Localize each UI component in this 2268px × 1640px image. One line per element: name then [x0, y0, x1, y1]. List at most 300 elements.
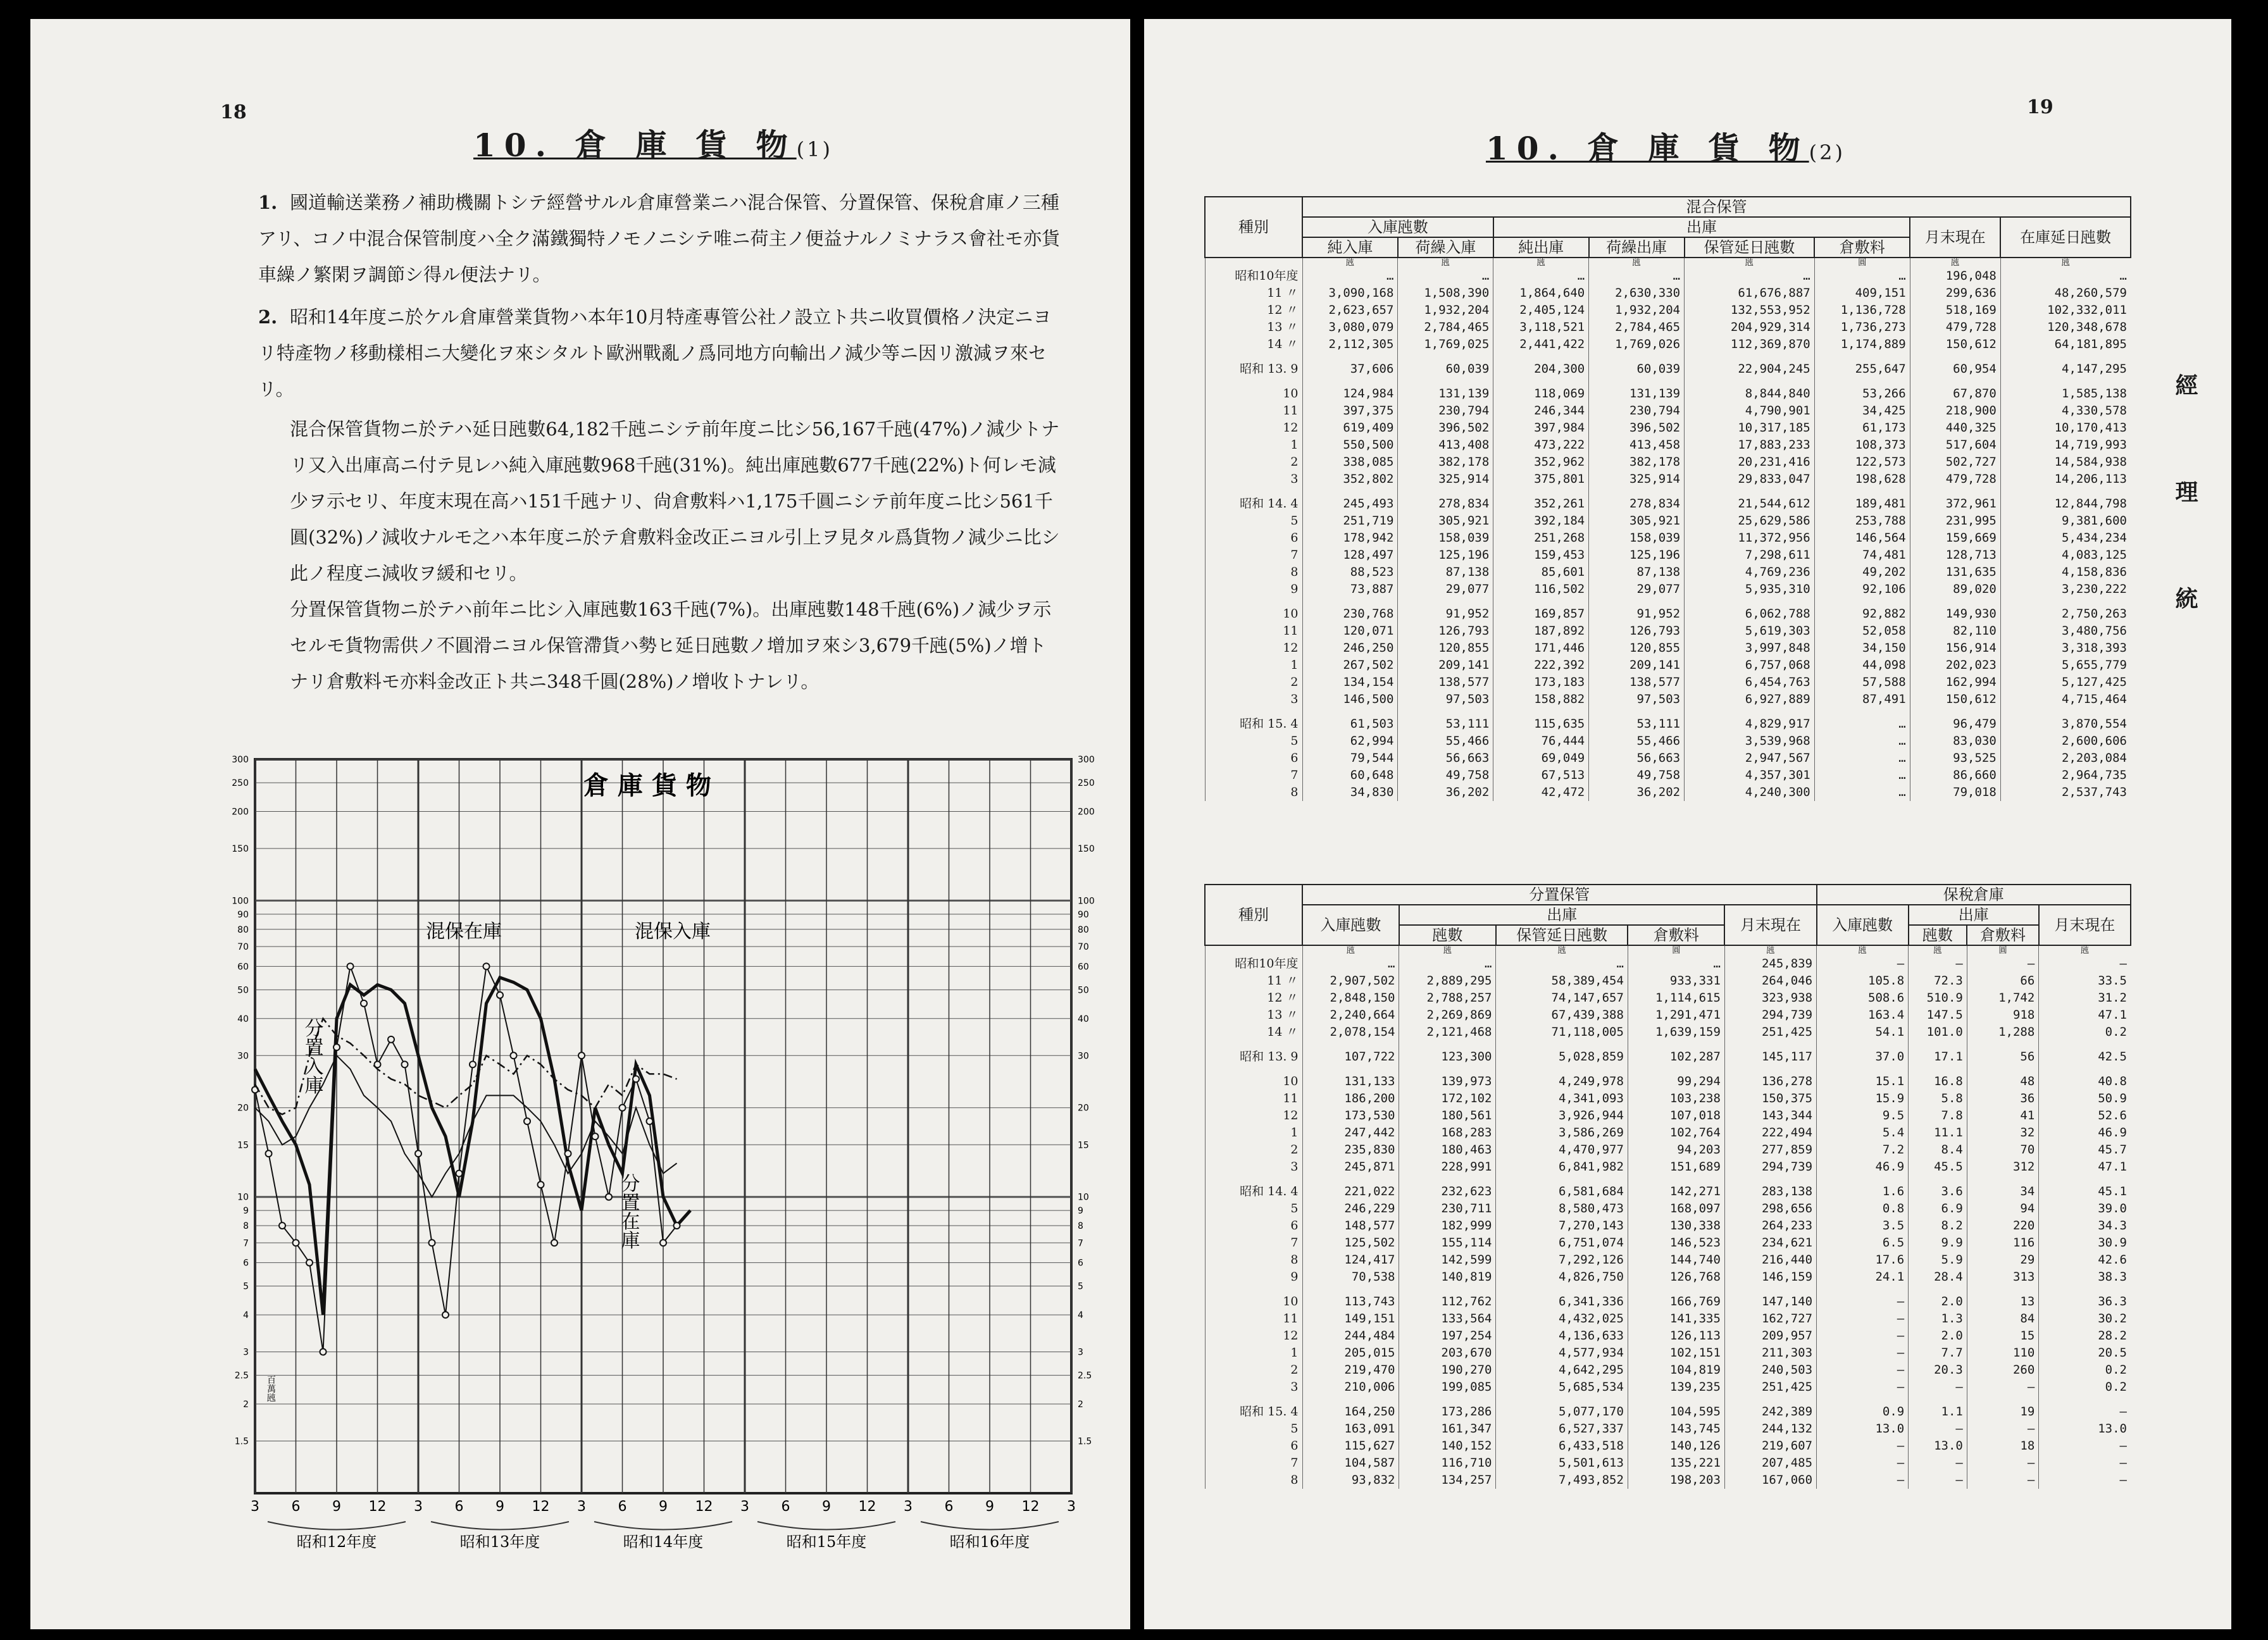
table-cell: — — [1909, 955, 1967, 972]
row-label: 12 〃 — [1205, 302, 1302, 319]
table-cell: 7,270,143 — [1496, 1217, 1628, 1234]
table-cell: 150,612 — [1910, 336, 2000, 353]
y-tick-label-left: 5 — [243, 1281, 249, 1292]
table-cell — [1685, 708, 1815, 716]
table-cell: 118,069 — [1493, 385, 1589, 402]
table-cell — [1493, 378, 1589, 385]
table-row — [1205, 1183, 2131, 1200]
table-cell: 126,793 — [1398, 623, 1493, 640]
table-row — [1205, 512, 2131, 530]
table-row — [1205, 336, 2131, 353]
table-cell: 382,178 — [1589, 454, 1685, 471]
header-net-in: 純入庫 — [1302, 237, 1398, 258]
table-cell: 1,291,471 — [1628, 1007, 1724, 1024]
row-label: 5 — [1205, 733, 1302, 750]
row-label: 13 〃 — [1205, 1007, 1302, 1024]
row-label: 12 〃 — [1205, 990, 1302, 1007]
row-label: 7 — [1205, 547, 1302, 564]
row-label: 5 — [1205, 1200, 1302, 1217]
table-row — [1205, 1438, 2131, 1455]
table-row — [1205, 1420, 2131, 1438]
table-cell: 218,900 — [1910, 402, 2000, 419]
table-cell — [1628, 1065, 1724, 1073]
table-cell: 1,864,640 — [1493, 285, 1589, 302]
table-row — [1205, 1141, 2131, 1159]
x-tick-label: 12 — [858, 1499, 876, 1515]
y-tick-label-left: 4 — [243, 1310, 249, 1321]
table-cell: 60,954 — [1910, 361, 2000, 378]
table-cell — [1685, 378, 1815, 385]
table-cell: 508.6 — [1817, 990, 1909, 1007]
table-cell: 2,240,664 — [1302, 1007, 1399, 1024]
table-cell: 36.3 — [2039, 1293, 2131, 1310]
table-cell: 1,742 — [1967, 990, 2038, 1007]
table-cell: 278,834 — [1589, 495, 1685, 512]
table-cell — [1967, 1041, 2038, 1048]
header-fee: 倉敷料 — [1628, 925, 1724, 945]
table-cell: 162,994 — [1910, 674, 2000, 691]
table-cell: 69,049 — [1493, 750, 1589, 767]
table-row — [1205, 955, 2131, 972]
series-point — [456, 1171, 463, 1177]
table-cell: 22,904,245 — [1685, 361, 1815, 378]
table-cell: … — [1814, 767, 1910, 784]
table-cell: 219,607 — [1724, 1438, 1816, 1455]
table-cell: 49,758 — [1589, 767, 1685, 784]
row-label: 昭和 15. 4 — [1205, 716, 1302, 733]
row-label: 1 — [1205, 657, 1302, 674]
table-row — [1205, 1252, 2131, 1269]
table-cell — [1493, 598, 1589, 606]
unit-cell: 瓲 — [1302, 945, 1399, 955]
series-point — [633, 1076, 639, 1082]
table-cell: 230,794 — [1589, 402, 1685, 419]
table-cell: 131,133 — [1302, 1073, 1399, 1090]
table-row — [1205, 437, 2131, 454]
table-cell: 7.7 — [1909, 1345, 1967, 1362]
table-row — [1205, 547, 2131, 564]
table-cell: 36,202 — [1398, 784, 1493, 801]
table-row — [1205, 716, 2131, 733]
table-cell: 14,206,113 — [2000, 471, 2131, 488]
table-cell: 1,136,728 — [1814, 302, 1910, 319]
table-cell: 144,740 — [1628, 1252, 1724, 1269]
series-point — [606, 1194, 612, 1200]
table-cell: 235,830 — [1302, 1141, 1399, 1159]
table-cell: 110 — [1967, 1345, 2038, 1362]
table-cell: 173,530 — [1302, 1107, 1399, 1124]
row-label: 11 — [1205, 1090, 1302, 1107]
series-point — [415, 1150, 421, 1157]
row-label: 5 — [1205, 1420, 1302, 1438]
spacer-row — [1205, 1396, 2131, 1403]
table-cell: 149,930 — [1910, 606, 2000, 623]
y-tick-label-right: 40 — [1078, 1014, 1089, 1024]
table-cell: 9,381,600 — [2000, 512, 2131, 530]
table-cell: 204,300 — [1493, 361, 1589, 378]
table-cell: 66 — [1967, 972, 2038, 990]
table-cell: 140,126 — [1628, 1438, 1724, 1455]
row-label: 11 〃 — [1205, 972, 1302, 990]
row-label: 12 — [1205, 419, 1302, 437]
table-cell: 87,138 — [1398, 564, 1493, 581]
table-cell: 198,628 — [1814, 471, 1910, 488]
table-cell: 2,889,295 — [1399, 972, 1496, 990]
table-cell: … — [1399, 955, 1496, 972]
table-cell — [1814, 353, 1910, 361]
table-cell — [1724, 1041, 1816, 1048]
table-cell — [1398, 378, 1493, 385]
table-cell: 146,564 — [1814, 530, 1910, 547]
row-label: 1 — [1205, 1124, 1302, 1141]
row-label: 11 〃 — [1205, 285, 1302, 302]
table-cell: 186,200 — [1302, 1090, 1399, 1107]
row-label: 13 〃 — [1205, 319, 1302, 336]
table-cell — [1302, 1396, 1399, 1403]
table-cell: 2,078,154 — [1302, 1024, 1399, 1041]
table-cell: 4,136,633 — [1496, 1327, 1628, 1345]
table-cell: 323,938 — [1724, 990, 1816, 1007]
table-cell: 228,991 — [1399, 1159, 1496, 1176]
table-cell: 125,502 — [1302, 1234, 1399, 1252]
row-label: 9 — [1205, 581, 1302, 598]
table-cell: 102,332,011 — [2000, 302, 2131, 319]
table-cell: 158,882 — [1493, 691, 1589, 708]
series-point — [551, 1239, 558, 1246]
table-cell — [1967, 1065, 2038, 1073]
table-cell — [1817, 1065, 1909, 1073]
table-cell: 124,984 — [1302, 385, 1398, 402]
group-header-separate: 分置保管 — [1302, 885, 1817, 905]
table-cell: 29,077 — [1398, 581, 1493, 598]
table-cell: 11,372,956 — [1685, 530, 1815, 547]
paragraph-4 — [290, 592, 1062, 700]
table-cell: 550,500 — [1302, 437, 1398, 454]
row-label: 10 — [1205, 1293, 1302, 1310]
row-label: 14 〃 — [1205, 1024, 1302, 1041]
header-month-end: 月末現在 — [1910, 217, 2000, 258]
table-cell: 619,409 — [1302, 419, 1398, 437]
table-cell: 113,743 — [1302, 1293, 1399, 1310]
table-cell: 168,283 — [1399, 1124, 1496, 1141]
table-cell: 124,417 — [1302, 1252, 1399, 1269]
year-brace — [431, 1522, 569, 1530]
table-cell: 397,375 — [1302, 402, 1398, 419]
table-cell — [1493, 353, 1589, 361]
table-cell: 83,030 — [1910, 733, 2000, 750]
unit-cell: 瓲 — [1685, 258, 1815, 268]
table-cell — [2000, 708, 2131, 716]
table-cell — [1589, 488, 1685, 495]
table-cell — [2000, 598, 2131, 606]
table-cell: 396,502 — [1398, 419, 1493, 437]
table-cell — [1302, 708, 1398, 716]
table-cell: 2,441,422 — [1493, 336, 1589, 353]
y-tick-label-left: 250 — [232, 778, 249, 789]
row-label: 昭和10年度 — [1205, 955, 1302, 972]
table-cell: 8.4 — [1909, 1141, 1967, 1159]
row-label: 8 — [1205, 784, 1302, 801]
table-cell: 12,844,798 — [2000, 495, 2131, 512]
y-tick-label-left: 100 — [232, 896, 249, 907]
table-cell: 140,152 — [1399, 1438, 1496, 1455]
y-tick-label-left: 7 — [243, 1238, 249, 1249]
table-cell — [1724, 1065, 1816, 1073]
table-cell — [1628, 1396, 1724, 1403]
table-row — [1205, 268, 2131, 285]
table-cell: 71,118,005 — [1496, 1024, 1628, 1041]
table-cell — [2000, 488, 2131, 495]
table-cell: 55,466 — [1398, 733, 1493, 750]
x-tick-label: 12 — [368, 1499, 387, 1515]
y-tick-label-right: 200 — [1078, 807, 1095, 817]
series-point — [592, 1133, 599, 1140]
table-row — [1205, 1310, 2131, 1327]
y-tick-label-right: 6 — [1078, 1258, 1083, 1269]
y-tick-label-right: 5 — [1078, 1281, 1083, 1292]
table-cell: 151,689 — [1628, 1159, 1724, 1176]
table-cell: — — [1817, 1472, 1909, 1489]
table-cell: 4,240,300 — [1685, 784, 1815, 801]
table-row — [1205, 767, 2131, 784]
x-tick-label: 12 — [695, 1499, 713, 1515]
unit-cell: 圓 — [1967, 945, 2038, 955]
table-cell: — — [1967, 1420, 2038, 1438]
table-cell: 86,660 — [1910, 767, 2000, 784]
table-cell: 3.5 — [1817, 1217, 1909, 1234]
table-cell: 4,769,236 — [1685, 564, 1815, 581]
table-cell: 5,619,303 — [1685, 623, 1815, 640]
table-cell: 299,636 — [1910, 285, 2000, 302]
table-cell: 13.0 — [1817, 1420, 1909, 1438]
table-cell: 159,453 — [1493, 547, 1589, 564]
table-cell: 2,121,468 — [1399, 1024, 1496, 1041]
spacer-row — [1205, 1041, 2131, 1048]
spacer-row — [1205, 353, 2131, 361]
header-bonded-fee: 倉敷料 — [1967, 925, 2038, 945]
y-tick-label-left: 80 — [237, 924, 249, 935]
table-cell: 108,373 — [1814, 437, 1910, 454]
table-cell: 17,883,233 — [1685, 437, 1815, 454]
table-cell — [1909, 1041, 1967, 1048]
table-cell: 253,788 — [1814, 512, 1910, 530]
table-cell: … — [1814, 750, 1910, 767]
table-cell: 392,184 — [1493, 512, 1589, 530]
table-row — [1205, 623, 2131, 640]
table-cell: 6,454,763 — [1685, 674, 1815, 691]
table-cell: 1,174,889 — [1814, 336, 1910, 353]
table-cell: 220 — [1967, 1217, 2038, 1234]
table-cell: 20.3 — [1909, 1362, 1967, 1379]
table-row — [1205, 1090, 2131, 1107]
table-cell: 1,639,159 — [1628, 1024, 1724, 1041]
table-cell: 87,138 — [1589, 564, 1685, 581]
table-cell: 264,233 — [1724, 1217, 1816, 1234]
table-cell — [1493, 708, 1589, 716]
unit-cell — [1205, 945, 1302, 955]
table-cell — [1628, 1176, 1724, 1183]
table-cell: 120,348,678 — [2000, 319, 2131, 336]
paragraph-text: 混合保管貨物ニ於テハ延日瓲數64,182千瓲ニシテ前年度ニ比シ56,167千瓲(47%)ノ減少トナリ又入出庫高ニ付テ見レハ純入庫瓲數968千瓲(31%)。純出庫瓲數677千瓲(22%)ト何レモ減少ヲ示セリ、年度末現在高ハ151千瓲ナリ、尙倉敷料ハ1,175千圓ニシテ前年度ニ比シ561千圓(32%)ノ減收ナルモ之ハ本年度ニ於テ倉敷料金改正ニヨル引上ヲ見タル爲貨物ノ減少ニ比シ此ノ程度ニ減收ヲ緩和セリ。 — [290, 418, 1060, 584]
table-cell: 93,525 — [1910, 750, 2000, 767]
table-cell: 1,769,025 — [1398, 336, 1493, 353]
table-cell: 305,921 — [1589, 512, 1685, 530]
table-cell: 126,113 — [1628, 1327, 1724, 1345]
series-point — [347, 963, 354, 969]
table-cell: 133,564 — [1399, 1310, 1496, 1327]
header-cargo-out: 荷繰出庫 — [1589, 237, 1685, 258]
table-cell: 222,494 — [1724, 1124, 1816, 1141]
table-cell: 163,091 — [1302, 1420, 1399, 1438]
series-point — [442, 1312, 449, 1318]
table-cell: — — [1909, 1420, 1967, 1438]
x-tick-label: 9 — [495, 1499, 504, 1515]
table-cell: 196,048 — [1910, 268, 2000, 285]
table-cell: 2,269,869 — [1399, 1007, 1496, 1024]
table-cell: 396,502 — [1589, 419, 1685, 437]
table-cell — [1302, 1176, 1399, 1183]
table-cell: 251,425 — [1724, 1379, 1816, 1396]
table-row — [1205, 1293, 2131, 1310]
table-cell: 72.3 — [1909, 972, 1967, 990]
table-cell: 29 — [1967, 1252, 2038, 1269]
table-cell: 14,584,938 — [2000, 454, 2131, 471]
table-cell: 125,196 — [1589, 547, 1685, 564]
table-cell: 6.9 — [1909, 1200, 1967, 1217]
table-cell: 7.8 — [1909, 1107, 1967, 1124]
table-cell: 1.6 — [1817, 1183, 1909, 1200]
table-cell: 11.1 — [1909, 1124, 1967, 1141]
year-brace — [268, 1522, 406, 1530]
table-cell: 164,250 — [1302, 1403, 1399, 1420]
row-label: 7 — [1205, 767, 1302, 784]
table-cell: 13.0 — [1909, 1438, 1967, 1455]
table-cell: 115,627 — [1302, 1438, 1399, 1455]
table-cell: — — [1909, 1455, 1967, 1472]
row-label: 1 — [1205, 437, 1302, 454]
table-cell: 2,788,257 — [1399, 990, 1496, 1007]
table-cell: 5,501,613 — [1496, 1455, 1628, 1472]
table-cell: 54.1 — [1817, 1024, 1909, 1041]
table-cell: 92,882 — [1814, 606, 1910, 623]
row-label: 3 — [1205, 471, 1302, 488]
table-cell: 205,015 — [1302, 1345, 1399, 1362]
table-cell: 0.2 — [2039, 1024, 2131, 1041]
table-cell: 352,261 — [1493, 495, 1589, 512]
table-cell: 162,727 — [1724, 1310, 1816, 1327]
row-label: 昭和 14. 4 — [1205, 495, 1302, 512]
table-cell: 143,745 — [1628, 1420, 1724, 1438]
unit-cell: 瓲 — [2000, 258, 2131, 268]
table-cell: 131,635 — [1910, 564, 2000, 581]
table-cell: 171,446 — [1493, 640, 1589, 657]
year-label: 昭和14年度 — [623, 1533, 704, 1551]
table-cell: 159,669 — [1910, 530, 2000, 547]
table-cell: 187,892 — [1493, 623, 1589, 640]
table-cell — [1398, 598, 1493, 606]
table-cell: 130,338 — [1628, 1217, 1724, 1234]
row-label — [1205, 1065, 1302, 1073]
table-cell — [1910, 488, 2000, 495]
table-cell: 234,621 — [1724, 1234, 1816, 1252]
table-cell: 325,914 — [1398, 471, 1493, 488]
table-cell: 131,139 — [1589, 385, 1685, 402]
table-cell — [1910, 353, 2000, 361]
table-cell: 82,110 — [1910, 623, 2000, 640]
row-label: 6 — [1205, 1217, 1302, 1234]
table-cell: 20,231,416 — [1685, 454, 1815, 471]
x-tick-label: 3 — [904, 1499, 913, 1515]
table-cell: 6,527,337 — [1496, 1420, 1628, 1438]
table-cell: 120,855 — [1398, 640, 1493, 657]
table-cell: 56 — [1967, 1048, 2038, 1065]
table-cell: 92,106 — [1814, 581, 1910, 598]
table-row — [1205, 1217, 2131, 1234]
table-cell: 7,493,852 — [1496, 1472, 1628, 1489]
row-label: 6 — [1205, 530, 1302, 547]
table-cell: 230,768 — [1302, 606, 1398, 623]
table-cell: 5,127,425 — [2000, 674, 2131, 691]
table-cell — [1909, 1065, 1967, 1073]
row-label: 8 — [1205, 1472, 1302, 1489]
table-cell: 116 — [1967, 1234, 2038, 1252]
table-cell: — — [1967, 1379, 2038, 1396]
table-cell: — — [2039, 1403, 2131, 1420]
table-cell: 6,341,336 — [1496, 1293, 1628, 1310]
table-cell: 244,132 — [1724, 1420, 1816, 1438]
table-cell — [1817, 1286, 1909, 1293]
table-cell — [1589, 353, 1685, 361]
unit-cell: 圓 — [1628, 945, 1724, 955]
unit-cell — [1205, 258, 1302, 268]
y-tick-label-right: 50 — [1078, 985, 1089, 996]
table-cell: 107,722 — [1302, 1048, 1399, 1065]
table-cell: 34.3 — [2039, 1217, 2131, 1234]
table-cell: 42,472 — [1493, 784, 1589, 801]
y-tick-label-right: 4 — [1078, 1310, 1083, 1321]
unit-cell: 瓲 — [1817, 945, 1909, 955]
row-label: 11 — [1205, 402, 1302, 419]
table-cell: … — [1814, 268, 1910, 285]
table-cell — [1589, 378, 1685, 385]
table-cell: 96,479 — [1910, 716, 2000, 733]
table-cell: 47.1 — [2039, 1007, 2131, 1024]
table-cell — [1302, 488, 1398, 495]
table-cell: 41 — [1967, 1107, 2038, 1124]
table-row — [1205, 1124, 2131, 1141]
row-label: 2 — [1205, 674, 1302, 691]
x-tick-label: 6 — [944, 1499, 954, 1515]
table-cell: 172,102 — [1399, 1090, 1496, 1107]
table-cell: 45.5 — [1909, 1159, 1967, 1176]
spacer-row — [1205, 1065, 2131, 1073]
x-tick-label: 3 — [740, 1499, 749, 1515]
table-cell: 210,006 — [1302, 1379, 1399, 1396]
table-cell: — — [1817, 1327, 1909, 1345]
table-cell: 4,330,578 — [2000, 402, 2131, 419]
chart-annotation: 混保在庫 — [426, 920, 502, 943]
y-tick-label-right: 100 — [1078, 896, 1095, 907]
table-row — [1205, 564, 2131, 581]
table-cell: 15.1 — [1817, 1073, 1909, 1090]
table-cell — [1398, 353, 1493, 361]
year-label: 昭和16年度 — [949, 1533, 1030, 1551]
table-cell: 2,964,735 — [2000, 767, 2131, 784]
table-cell: 2,630,330 — [1589, 285, 1685, 302]
table-cell: … — [1302, 955, 1399, 972]
table-row — [1205, 1455, 2131, 1472]
table-row — [1205, 1024, 2131, 1041]
